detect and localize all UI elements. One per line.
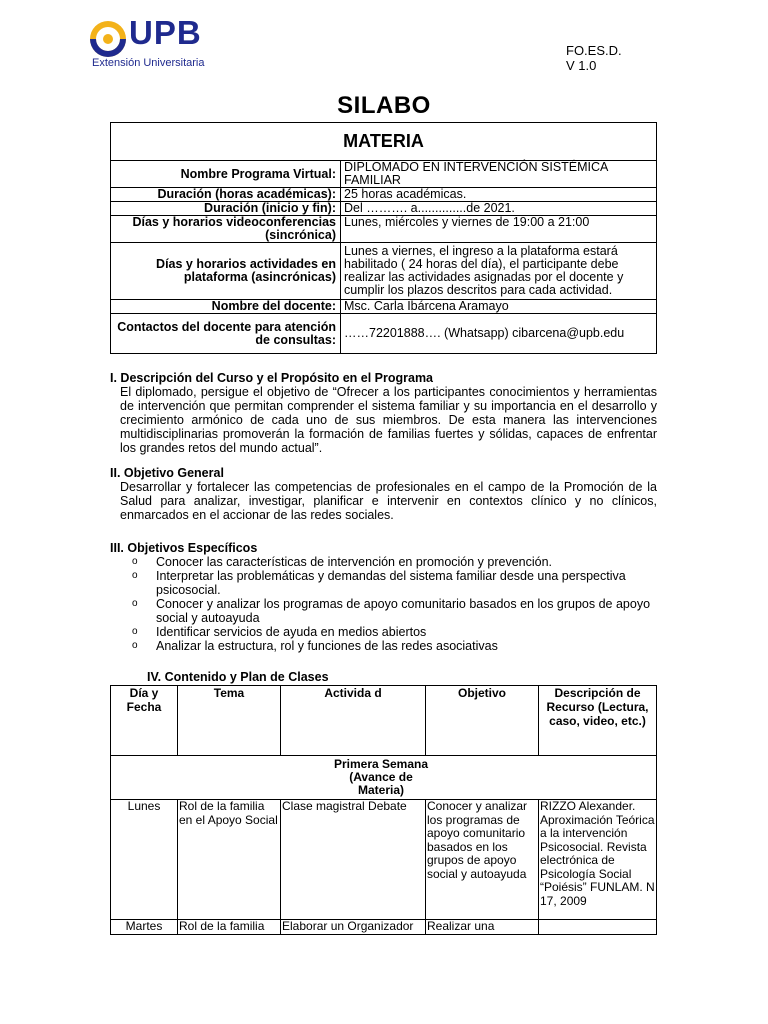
- day-cell: Martes: [111, 920, 178, 935]
- list-item: o Conocer y analizar los programas de apoyo comunitario basados en los grupos de apoyo social y autoayuda: [156, 597, 657, 625]
- info-row: [111, 188, 657, 202]
- info-row: [111, 243, 657, 300]
- list-item: o Interpretar las problemáticas y demandas del sistema familiar desde una perspectiva psicosocial.: [156, 569, 657, 597]
- column-header: Descripción de Recurso (Lectura, caso, video, etc.): [539, 686, 657, 756]
- info-value: 25 horas académicas.: [341, 188, 657, 202]
- class-plan-table: [110, 685, 657, 935]
- section-heading: IV. Contenido y Plan de Clases: [147, 670, 329, 684]
- logo-subtitle: Extensión Universitaria: [92, 57, 205, 69]
- info-label: Días y horarios videoconferencias (sincrónica): [111, 216, 341, 243]
- column-header: Activida d: [281, 686, 426, 756]
- logo-text: UPB: [129, 14, 202, 51]
- info-row: [111, 202, 657, 216]
- table-row: [111, 920, 657, 935]
- info-value: Del ………. a..............de 2021.: [341, 202, 657, 216]
- section-heading: I. Descripción del Curso y el Propósito en el Programa: [110, 371, 434, 385]
- info-row: [111, 161, 657, 188]
- week-row: [111, 756, 657, 800]
- section-heading: II. Objetivo General: [110, 466, 224, 480]
- recurso-cell: RIZZO Alexander. Aproximación Teórica a la intervención Psicosocial. Revista electrónica de Psicología Social “Poiésis” FUNLAM. N 17, 2009: [539, 800, 657, 920]
- section-text: El diplomado, persigue el objetivo de “Ofrecer a los participantes conocimientos y herramientas de intervención que permitan comprender el sistema familiar y su importancia en el desarrollo y crecimiento armónico de cada uno de sus miembros. De esta manera las intervenciones multidisciplinarias promoverán la formación de familias fuertes y sólidas, capaces de enfrentar los grandes retos del mundo actual”.: [120, 385, 657, 455]
- info-value: ……72201888…. (Whatsapp) cibarcena@upb.edu: [341, 314, 657, 354]
- page-title: SILABO: [337, 92, 431, 119]
- tema-cell: Rol de la familia: [178, 920, 281, 935]
- table-header-row: [111, 686, 657, 756]
- recurso-cell: [539, 920, 657, 935]
- column-header: Objetivo: [426, 686, 539, 756]
- objectives-list: [110, 555, 657, 653]
- list-item: o Identificar servicios de ayuda en medios abiertos: [156, 625, 657, 639]
- info-label: Nombre del docente:: [111, 300, 341, 314]
- section-specific-objectives: [110, 541, 657, 653]
- column-header: Tema: [178, 686, 281, 756]
- info-row: [111, 300, 657, 314]
- section-general-objective: [110, 466, 657, 522]
- info-label: Duración (inicio y fin):: [111, 202, 341, 216]
- tema-cell: Rol de la familia en el Apoyo Social: [178, 800, 281, 920]
- course-info-table: [110, 122, 657, 354]
- document-code: [566, 43, 622, 73]
- doc-code: FO.ES.D.: [566, 43, 622, 58]
- objetivo-cell: Conocer y analizar los programas de apoyo comunitario basados en los grupos de apoyo social y autoayuda: [426, 800, 539, 920]
- materia-heading: MATERIA: [111, 123, 657, 161]
- section-plan: [147, 670, 694, 684]
- actividad-cell: Clase magistral Debate: [281, 800, 426, 920]
- week-label: Primera Semana (Avance de Materia): [333, 757, 429, 797]
- info-label: Duración (horas académicas):: [111, 188, 341, 202]
- info-label: Días y horarios actividades en plataforma (asincrónicas): [111, 243, 341, 300]
- section-text: Desarrollar y fortalecer las competencias de profesionales en el campo de la Promoción de la Salud para analizar, investigar, planificar e intervenir en contextos clínico y no clínicos, enmarcados en el accionar de las redes sociales.: [120, 480, 657, 522]
- info-value: Lunes a viernes, el ingreso a la plataforma estará habilitado ( 24 horas del día), el participante debe realizar las actividades asignadas por el docente y cumplir los plazos descritos para cada actividad.: [341, 243, 657, 300]
- table-row: [111, 800, 657, 920]
- info-label: Contactos del docente para atención de consultas:: [111, 314, 341, 354]
- doc-version: V 1.0: [566, 58, 597, 73]
- info-row: [111, 216, 657, 243]
- info-value: DIPLOMADO EN INTERVENCIÓN SISTÉMICA FAMILIAR: [341, 161, 657, 188]
- section-heading: III. Objetivos Específicos: [110, 541, 258, 555]
- day-cell: Lunes: [111, 800, 178, 920]
- objetivo-cell: Realizar una: [426, 920, 539, 935]
- info-label: Nombre Programa Virtual:: [111, 161, 341, 188]
- info-value: Msc. Carla Ibárcena Aramayo: [341, 300, 657, 314]
- actividad-cell: Elaborar un Organizador: [281, 920, 426, 935]
- list-item: o Conocer las características de intervención en promoción y prevención.: [156, 555, 657, 569]
- list-item: o Analizar la estructura, rol y funciones de las redes asociativas: [156, 639, 657, 653]
- column-header: Día y Fecha: [111, 686, 178, 756]
- section-description: [110, 371, 657, 455]
- info-value: Lunes, miércoles y viernes de 19:00 a 21:00: [341, 216, 657, 243]
- info-row: [111, 314, 657, 354]
